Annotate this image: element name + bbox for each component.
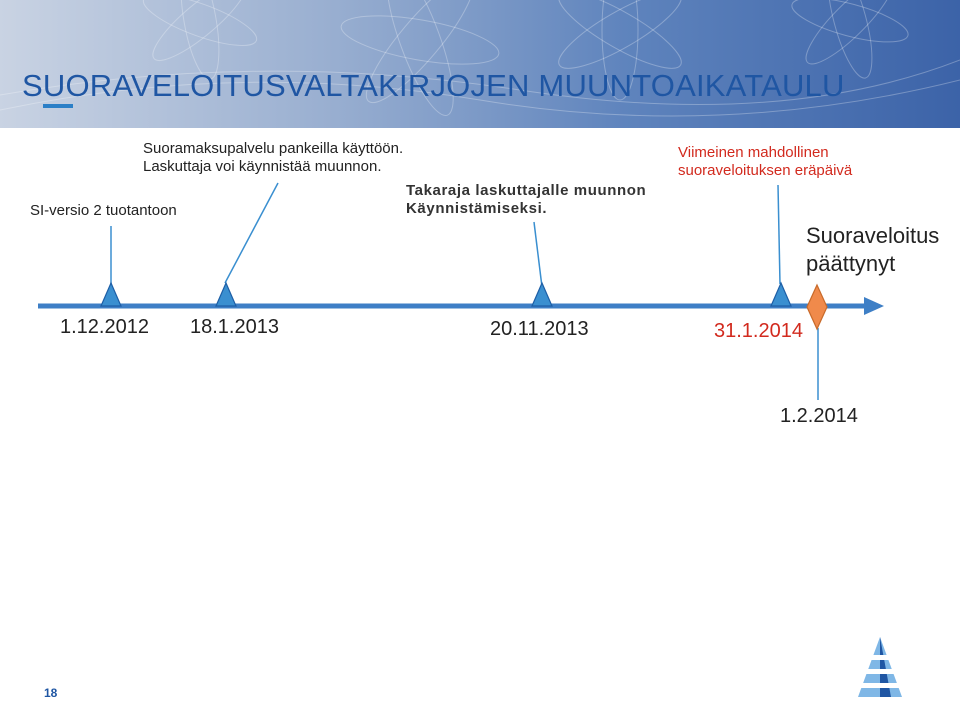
- label-takaraja-line1: Takaraja laskuttajalle muunnon: [406, 182, 647, 199]
- date-2: 18.1.2013: [190, 316, 279, 338]
- page-number: 18: [44, 686, 58, 700]
- date-3: 20.11.2013: [490, 318, 589, 340]
- label-viimeinen-line2: suoraveloituksen eräpäivä: [678, 162, 853, 179]
- marker-4: [771, 283, 791, 306]
- logo-icon: [856, 635, 904, 699]
- label-si-version: SI-versio 2 tuotantoon: [30, 202, 177, 219]
- label-takaraja: [406, 182, 646, 218]
- label-paattynyt: [806, 222, 939, 278]
- date-4: 31.1.2014: [714, 320, 803, 342]
- label-suoramaksu-line2: Laskuttaja voi käynnistää muunnon.: [143, 158, 382, 175]
- slide-title: SUORAVELOITUSVALTAKIRJOJEN MUUNTOAIKATAULU: [22, 68, 845, 103]
- timeline-arrowhead: [864, 297, 884, 315]
- date-5: 1.2.2014: [780, 405, 858, 427]
- date-1: 1.12.2012: [60, 316, 149, 338]
- label-paattynyt-line1: Suoraveloitus: [806, 223, 940, 248]
- marker-2: [216, 283, 236, 306]
- leader-line-3: [534, 222, 542, 287]
- label-viimeinen-line1: Viimeinen mahdollinen: [678, 144, 829, 161]
- marker-1: [101, 283, 121, 306]
- label-suoramaksu: [143, 140, 403, 176]
- marker-3: [532, 283, 552, 306]
- label-suoramaksu-line1: Suoramaksupalvelu pankeilla käyttöön.: [143, 140, 404, 157]
- leader-line-2: [225, 183, 278, 283]
- label-viimeinen: [678, 144, 852, 180]
- label-takaraja-line2: Käynnistämiseksi.: [406, 200, 548, 217]
- end-marker-diamond: [807, 285, 827, 329]
- leader-line-4: [778, 185, 780, 284]
- label-paattynyt-line2: päättynyt: [806, 251, 896, 276]
